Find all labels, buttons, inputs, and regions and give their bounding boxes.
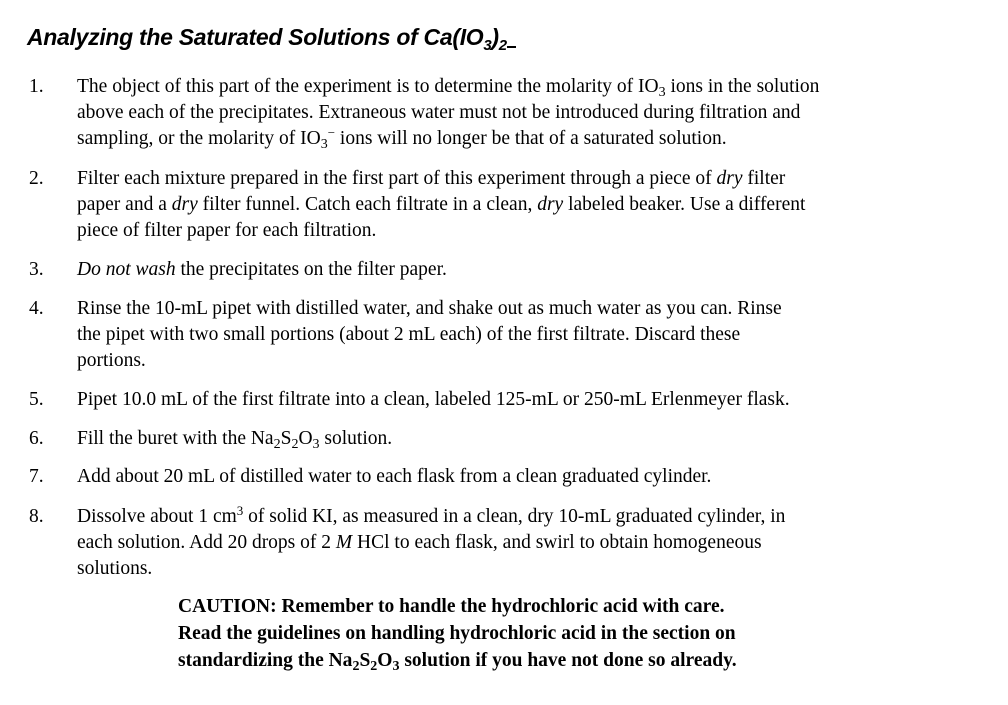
step-number: 6. <box>29 428 44 449</box>
step-number: 5. <box>29 389 44 410</box>
step-text: Pipet 10.0 mL of the first filtrate into a clean, labeled 125-mL or 250-mL Erlenmeyer flask. <box>77 389 790 410</box>
step-number: 2. <box>29 168 44 189</box>
section-title: Analyzing the Saturated Solutions of $Ca(IO_3)_2$ <box>27 22 516 52</box>
step-number: 3. <box>29 259 44 280</box>
step-number: 7. <box>29 466 44 487</box>
step-number: 1. <box>29 76 44 97</box>
step-number: 4. <box>29 298 44 319</box>
step-text: The object of this part of the experiment is to determine the molarity of $IO_3$ ions in the solution above each of the precipitates. Extraneous water must not be introduced during filtration and sampling, or the molarity of $IO_3^-$ ions will no longer be that of a saturated solution. <box>77 76 820 152</box>
step-text: Filter each mixture prepared in the first part of this experiment through a piece of dry filter paper and a dry filter funnel. Catch each filtrate in a clean, dry labeled beaker. Use a different piece of filter paper for each filtration. <box>77 168 806 241</box>
step-text: Add about 20 mL of distilled water to each flask from a clean graduated cylinder. <box>77 466 712 487</box>
step-text: Fill the buret with the $Na_2S_2O_3$ solution. <box>77 428 393 452</box>
step-text: Dissolve about 1 $cm^3$ of solid KI, as measured in a clean, dry 10-mL graduated cylinder, in each solution. Add 20 drops of 2 M HCl to each flask, and swirl to obtain homogeneous solutions. <box>77 503 786 579</box>
step-text: Do not wash the precipitates on the filter paper. <box>77 259 447 280</box>
step-text: Rinse the 10-mL pipet with distilled water, and shake out as much water as you can. Rinse the pipet with two small portions (about 2 mL each) of the first filtrate. Discard these portions. <box>77 298 782 371</box>
step-number: 8. <box>29 506 44 527</box>
caution-note: CAUTION: Remember to handle the hydrochloric acid with care. Read the guidelines on handling hydrochloric acid in the section on standardizing the $Na_2S_2O_3$ solution if you have not done so already. <box>178 596 737 674</box>
